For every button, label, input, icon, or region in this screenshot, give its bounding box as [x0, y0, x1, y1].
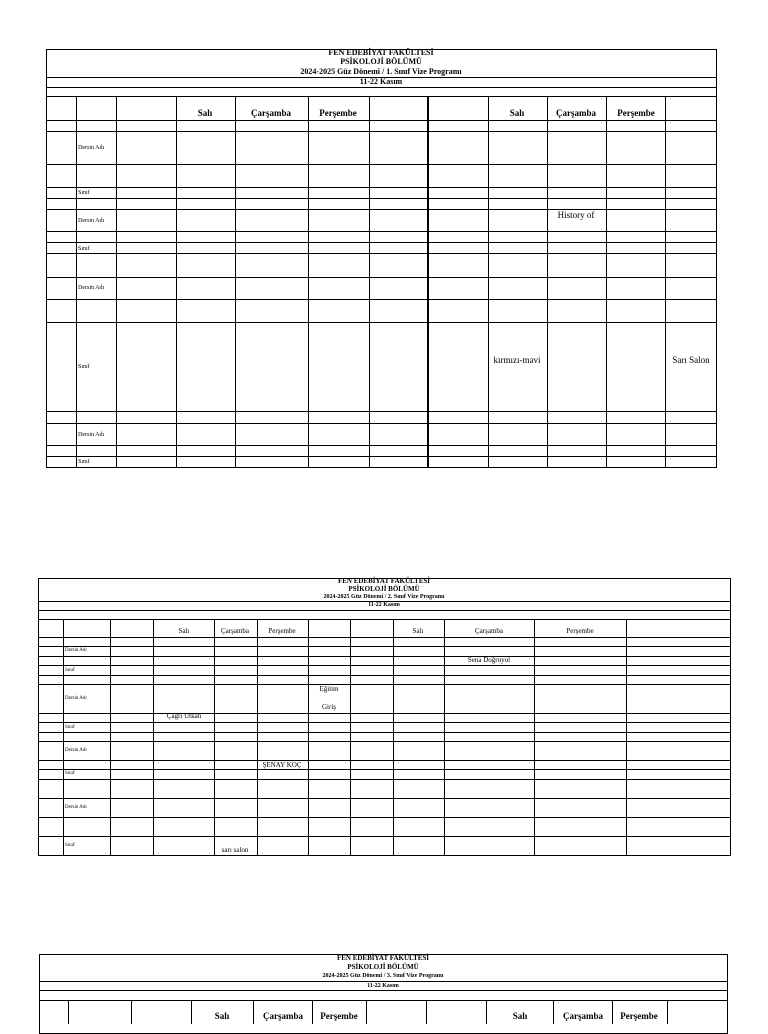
- course-name-label: Dersin Adı: [65, 805, 87, 810]
- department-title: PSİKOLOJİ BÖLÜMÜ: [347, 963, 419, 971]
- schedule-title: 2024-2025 Güz Dönemi / 2. Sınıf Vize Programı: [323, 594, 445, 600]
- room-label: Sınıf: [65, 725, 75, 730]
- day-header-wednesday: Çarşamba: [563, 1011, 603, 1021]
- date-range: 11-22 Kasım: [359, 77, 403, 86]
- instructor-cell: Çağrı Utkan: [166, 712, 202, 720]
- room-label: Sınıf: [78, 246, 90, 252]
- course-cell: Eğitim: [319, 685, 339, 693]
- department-title: PSİKOLOJİ BÖLÜMÜ: [340, 57, 422, 66]
- room-label: Sınıf: [78, 364, 90, 370]
- day-header-thursday: Perşembe: [268, 627, 296, 635]
- instructor-cell: ŞENAY KOÇ: [262, 761, 302, 769]
- day-header-thursday: Perşembe: [617, 108, 655, 118]
- day-header-thursday: Perşembe: [319, 108, 357, 118]
- course-cell: Giriş: [322, 703, 336, 711]
- course-name-label: Dersin Adı: [78, 218, 105, 224]
- faculty-title: FEN EDEBİYAT FAKÜLTESİ: [328, 48, 434, 57]
- schedule-title: 2024-2025 Güz Dönemi / 1. Sınıf Vize Programı: [300, 67, 462, 76]
- course-name-label: Dersin Adı: [78, 145, 105, 151]
- day-header-wednesday: Çarşamba: [263, 1011, 303, 1021]
- room-label: Sınıf: [65, 843, 75, 848]
- day-header-tuesday: Salı: [512, 1011, 528, 1021]
- date-range: 11-22 Kasım: [367, 983, 399, 989]
- course-name-label: Dersin Adı: [65, 696, 87, 701]
- room-cell: Sarı Salon: [672, 355, 710, 365]
- department-title: PSİKOLOJİ BÖLÜMÜ: [348, 585, 420, 593]
- room-label: Sınıf: [78, 190, 90, 196]
- room-label: Sınıf: [65, 771, 75, 776]
- course-name-label: Dersin Adı: [65, 748, 87, 753]
- day-header-wednesday: Çarşamba: [475, 627, 503, 635]
- day-header-tuesday: Salı: [214, 1011, 230, 1021]
- room-label: Sınıf: [78, 459, 90, 465]
- day-header-wednesday: Çarşamba: [556, 108, 596, 118]
- date-range: 11-22 Kasım: [368, 602, 400, 608]
- room-cell: sarı salon: [221, 846, 249, 854]
- day-header-thursday: Perşembe: [566, 627, 594, 635]
- schedule-title: 2024-2025 Güz Dönemi / 3. Sınıf Vize Programı: [322, 973, 444, 979]
- room-cell: kırmızı-mavi: [493, 355, 541, 365]
- day-header-tuesday: Salı: [509, 108, 525, 118]
- day-header-wednesday: Çarşamba: [221, 627, 249, 635]
- day-header-wednesday: Çarşamba: [251, 108, 291, 118]
- day-header-tuesday: Salı: [178, 627, 190, 635]
- room-label: Sınıf: [65, 668, 75, 673]
- course-name-label: Dersin Adı: [78, 285, 105, 291]
- course-name-label: Dersin Adı: [78, 432, 105, 438]
- day-header-tuesday: Salı: [412, 627, 424, 635]
- day-header-thursday: Perşembe: [320, 1011, 358, 1021]
- day-header-thursday: Perşembe: [620, 1011, 658, 1021]
- faculty-title: FEN EDEBİYAT FAKÜLTESİ: [337, 577, 431, 585]
- course-cell: History of: [557, 210, 595, 220]
- instructor-cell: Sena Doğruyol: [467, 656, 511, 664]
- day-header-tuesday: Salı: [197, 108, 213, 118]
- course-name-label: Dersin Adı: [65, 648, 87, 653]
- faculty-title: FEN EDEBİYAT FAKÜLTESİ: [336, 954, 430, 962]
